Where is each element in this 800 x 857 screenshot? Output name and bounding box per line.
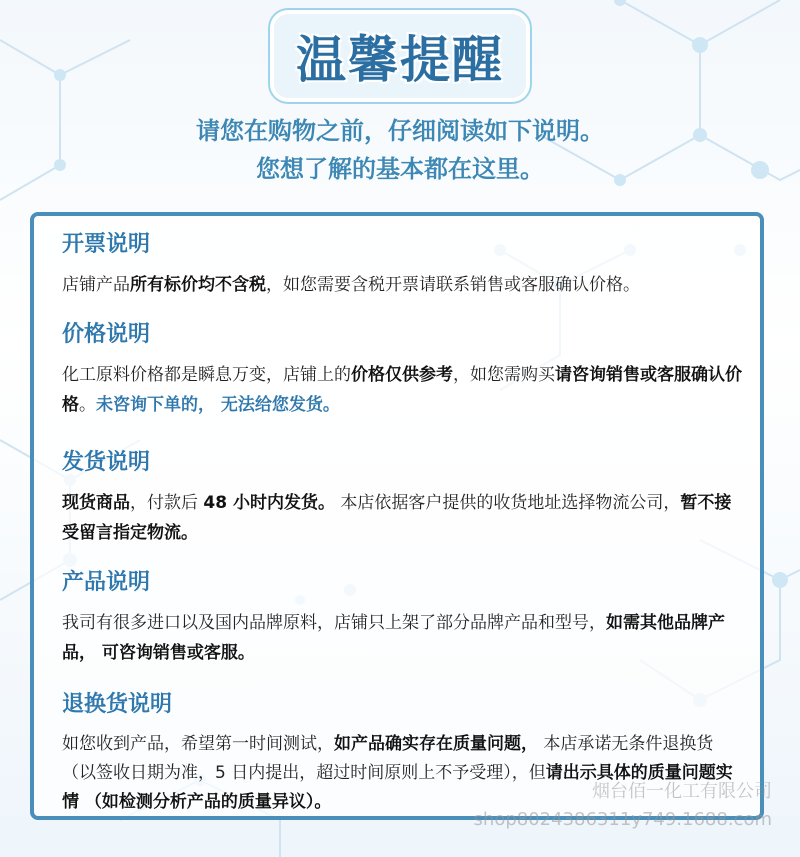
section-title: 价格说明 (62, 322, 151, 347)
body-text: ，如您需购买 (453, 365, 555, 385)
body-text: ，付款后 (130, 493, 204, 513)
body-text-bold: 请咨询销售或客服确认价格 (62, 365, 742, 415)
body-text: 化工原料价格都是瞬息万变，店铺上的 (62, 365, 351, 385)
section-title: 发货说明 (62, 450, 151, 475)
body-text: 本店承诺无条件退换货（以签收日期为准，5 日内提出，超过时间原则上不予受理），但 (62, 734, 714, 783)
body-text: 我司有很多进口以及国内品牌原料，店铺只上架了部分品牌产品和型号， (62, 613, 606, 633)
section-body (62, 360, 742, 420)
body-text-highlight: 未咨询下单的， 无法给您发货。 (96, 395, 340, 415)
body-text-bold: 暂不接受留言指定物流。 (62, 493, 732, 543)
body-text-bold: 如需其他品牌产品， 可咨询销售或客服。 (62, 613, 725, 663)
notice-card (30, 212, 764, 820)
subtitle (0, 112, 800, 188)
section-shipping (62, 448, 742, 548)
watermark-company: 烟台佰一化工有限公司 (592, 781, 772, 802)
section-title: 产品说明 (62, 570, 151, 595)
body-text-bold: 现货商品 (62, 493, 130, 513)
body-text: 如您收到产品，希望第一时间测试， (62, 734, 334, 754)
section-title: 开票说明 (62, 232, 151, 257)
page-title: 温馨提醒 (274, 14, 526, 98)
section-body (62, 608, 742, 668)
section-invoice (62, 230, 742, 300)
section-body (62, 270, 742, 300)
body-text: ，如您需要含税开票请联系销售或客服确认价格。 (266, 275, 640, 295)
subtitle-line-1: 请您在购物之前，仔细阅读如下说明。 (196, 117, 604, 145)
body-text-bold: 48 小时内发货。 (203, 493, 335, 513)
subtitle-line-2: 您想了解的基本都在这里。 (256, 155, 544, 183)
body-text-bold: 所有标价均不含税 (130, 275, 266, 295)
watermark (474, 778, 772, 834)
section-price (62, 320, 742, 420)
body-text-bold: 如产品确实存在质量问题， (334, 734, 538, 754)
header (0, 14, 800, 98)
section-title: 退换货说明 (62, 692, 173, 717)
body-text-bold: 价格仅供参考 (351, 365, 453, 385)
watermark-url: shop8024386311y749.1688.com (473, 809, 772, 830)
body-text: 店铺产品 (62, 275, 130, 295)
body-text: 本店依据客户提供的收货地址选择物流公司， (334, 493, 681, 513)
body-text-bold: 请出示具体的质量问题实情 （如检测分析产品的质量异议）。 (62, 763, 733, 812)
section-product (62, 568, 742, 668)
section-body (62, 488, 742, 548)
body-text: 。 (79, 395, 96, 415)
